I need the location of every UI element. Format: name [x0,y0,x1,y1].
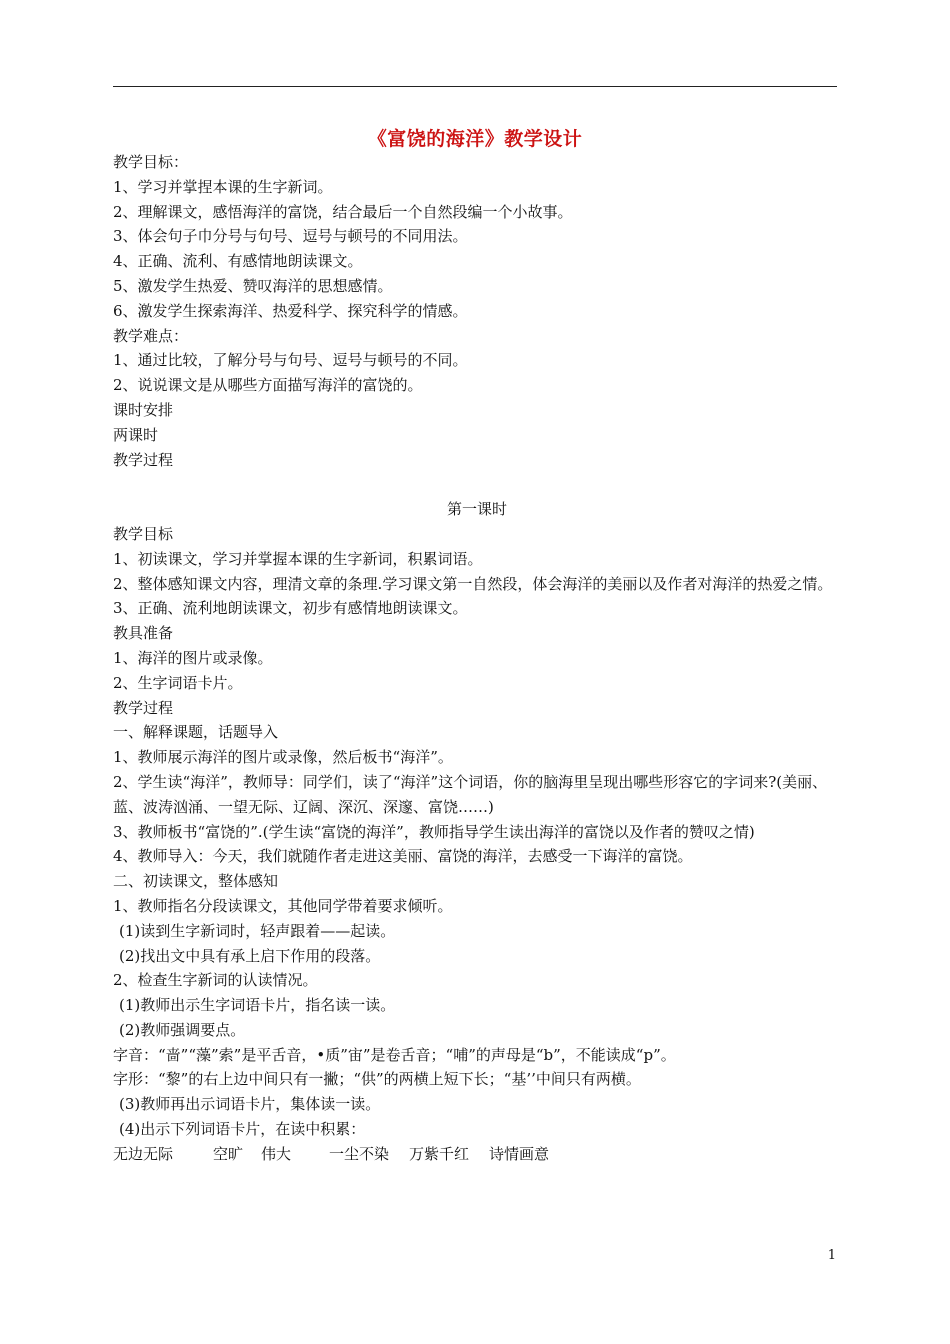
text-line: (1)教师出示生字词语卡片，指名读一读。 [119,996,396,1015]
text-line: 1、教师展示海洋的图片或录像，然后板书“海洋”。 [113,748,453,767]
text-line: 二、初读课文，整体感知 [113,872,279,891]
text-line: (1)读到生字新词时，轻声跟着——起读。 [119,921,396,940]
text-paragraph: 3、教师板书“富饶的”.(学生读“富饶的海洋”，教师指导学生读出海洋的富饶以及作者的赞叹之情) [113,822,755,841]
text-line: 6、激发学生探索海洋、热爱科学、探究科学的情感。 [113,301,468,320]
text-line: 1、学习并掌捏本课的生字新词。 [113,177,333,196]
text-line: 2、理解课文，感悟海洋的富饶，结合最后一个自然段编一个小故事。 [113,202,573,221]
text-line: 教具准备 [113,624,174,643]
text-paragraph: 2、整体感知课文内容，理清文章的条理.学习课文第一自然段，体会海洋的美丽以及作者对海洋的热爱之情。 [113,574,833,593]
header-rule [113,86,837,87]
page-number: 1 [827,1248,836,1263]
document-body [113,150,841,1167]
word-cards [113,1142,841,1167]
word-card: 空旷 [213,1144,244,1163]
text-line: 1、通过比较，了解分号与句号、逗号与顿号的不同。 [113,351,468,370]
text-line: 课时安排 [113,400,174,419]
text-line: 字形：“黎”的右上边中间只有一撇；“供”的两横上短下长；“基’’中间只有两横。 [113,1070,641,1089]
text-line: 3、体会句子巾分号与句号、逗号与顿号的不同用法。 [113,227,468,246]
text-line: (4)出示下列词语卡片，在读中积累： [119,1120,366,1139]
word-card: 一尘不染 [329,1144,390,1163]
lesson-heading: 第一课时 [446,500,507,519]
text-line: 1、海洋的图片或录像。 [113,648,273,667]
text-line: 教学难点： [113,326,189,345]
text-line: 1、初读课文，学习并掌握本课的生字新词，积累词语。 [113,549,483,568]
text-line: 字音：“啬”“藻”索”是平舌音，•质”宙”是卷舌音；“哺”的声母是“b”，不能读成“p”。 [113,1045,676,1064]
text-line: 3、正确、流利地朗读课文，初步有感情地朗读课文。 [113,599,468,618]
text-line: 一、解释课题，话题导入 [113,723,279,742]
text-line: 教学目标： [113,153,189,171]
text-line: 1、教师指名分段读课文，其他同学带着要求倾听。 [113,896,453,915]
text-line: 2、说说课文是从哪些方面描写海洋的富饶的。 [113,376,423,395]
text-line: 教学目标 [113,524,174,543]
text-line: 2、生字词语卡片。 [113,673,243,692]
text-line: 2、检查生字新词的认读情况。 [113,971,318,990]
text-line: 5、激发学生热爱、赞叹海洋的思想感情。 [113,276,393,295]
text-line: 教学过程 [113,698,174,717]
text-line: (2)教师强调要点。 [119,1020,246,1039]
text-line: (2)找出文中具有承上启下作用的段落。 [119,946,381,965]
word-card: 无边无际 [113,1144,174,1163]
text-line: 两课时 [113,425,159,444]
text-line: 4、教师导入：今天，我们就随作者走进这美丽、富饶的海洋，去感受一下诲洋的富饶。 [113,847,693,866]
text-paragraph: 2、学生读“海洋”，教师导：同学们，读了“海洋”这个词语，你的脑海里呈现出哪些形容它的字词来?(美丽、蓝、波涛汹涌、一望无际、辽阔、深沉、深邃、富饶……) [113,772,828,816]
document-title: 《富饶的海洋》教学设计 [367,128,583,150]
text-line: 教学过程 [113,450,174,469]
text-line: (3)教师再出示词语卡片，集体读一读。 [119,1095,381,1114]
word-card: 诗情画意 [489,1144,550,1163]
word-card: 万紫千红 [409,1144,470,1163]
word-card: 伟大 [261,1144,292,1163]
text-line: 4、正确、流利、有感情地朗读课文。 [113,252,363,271]
